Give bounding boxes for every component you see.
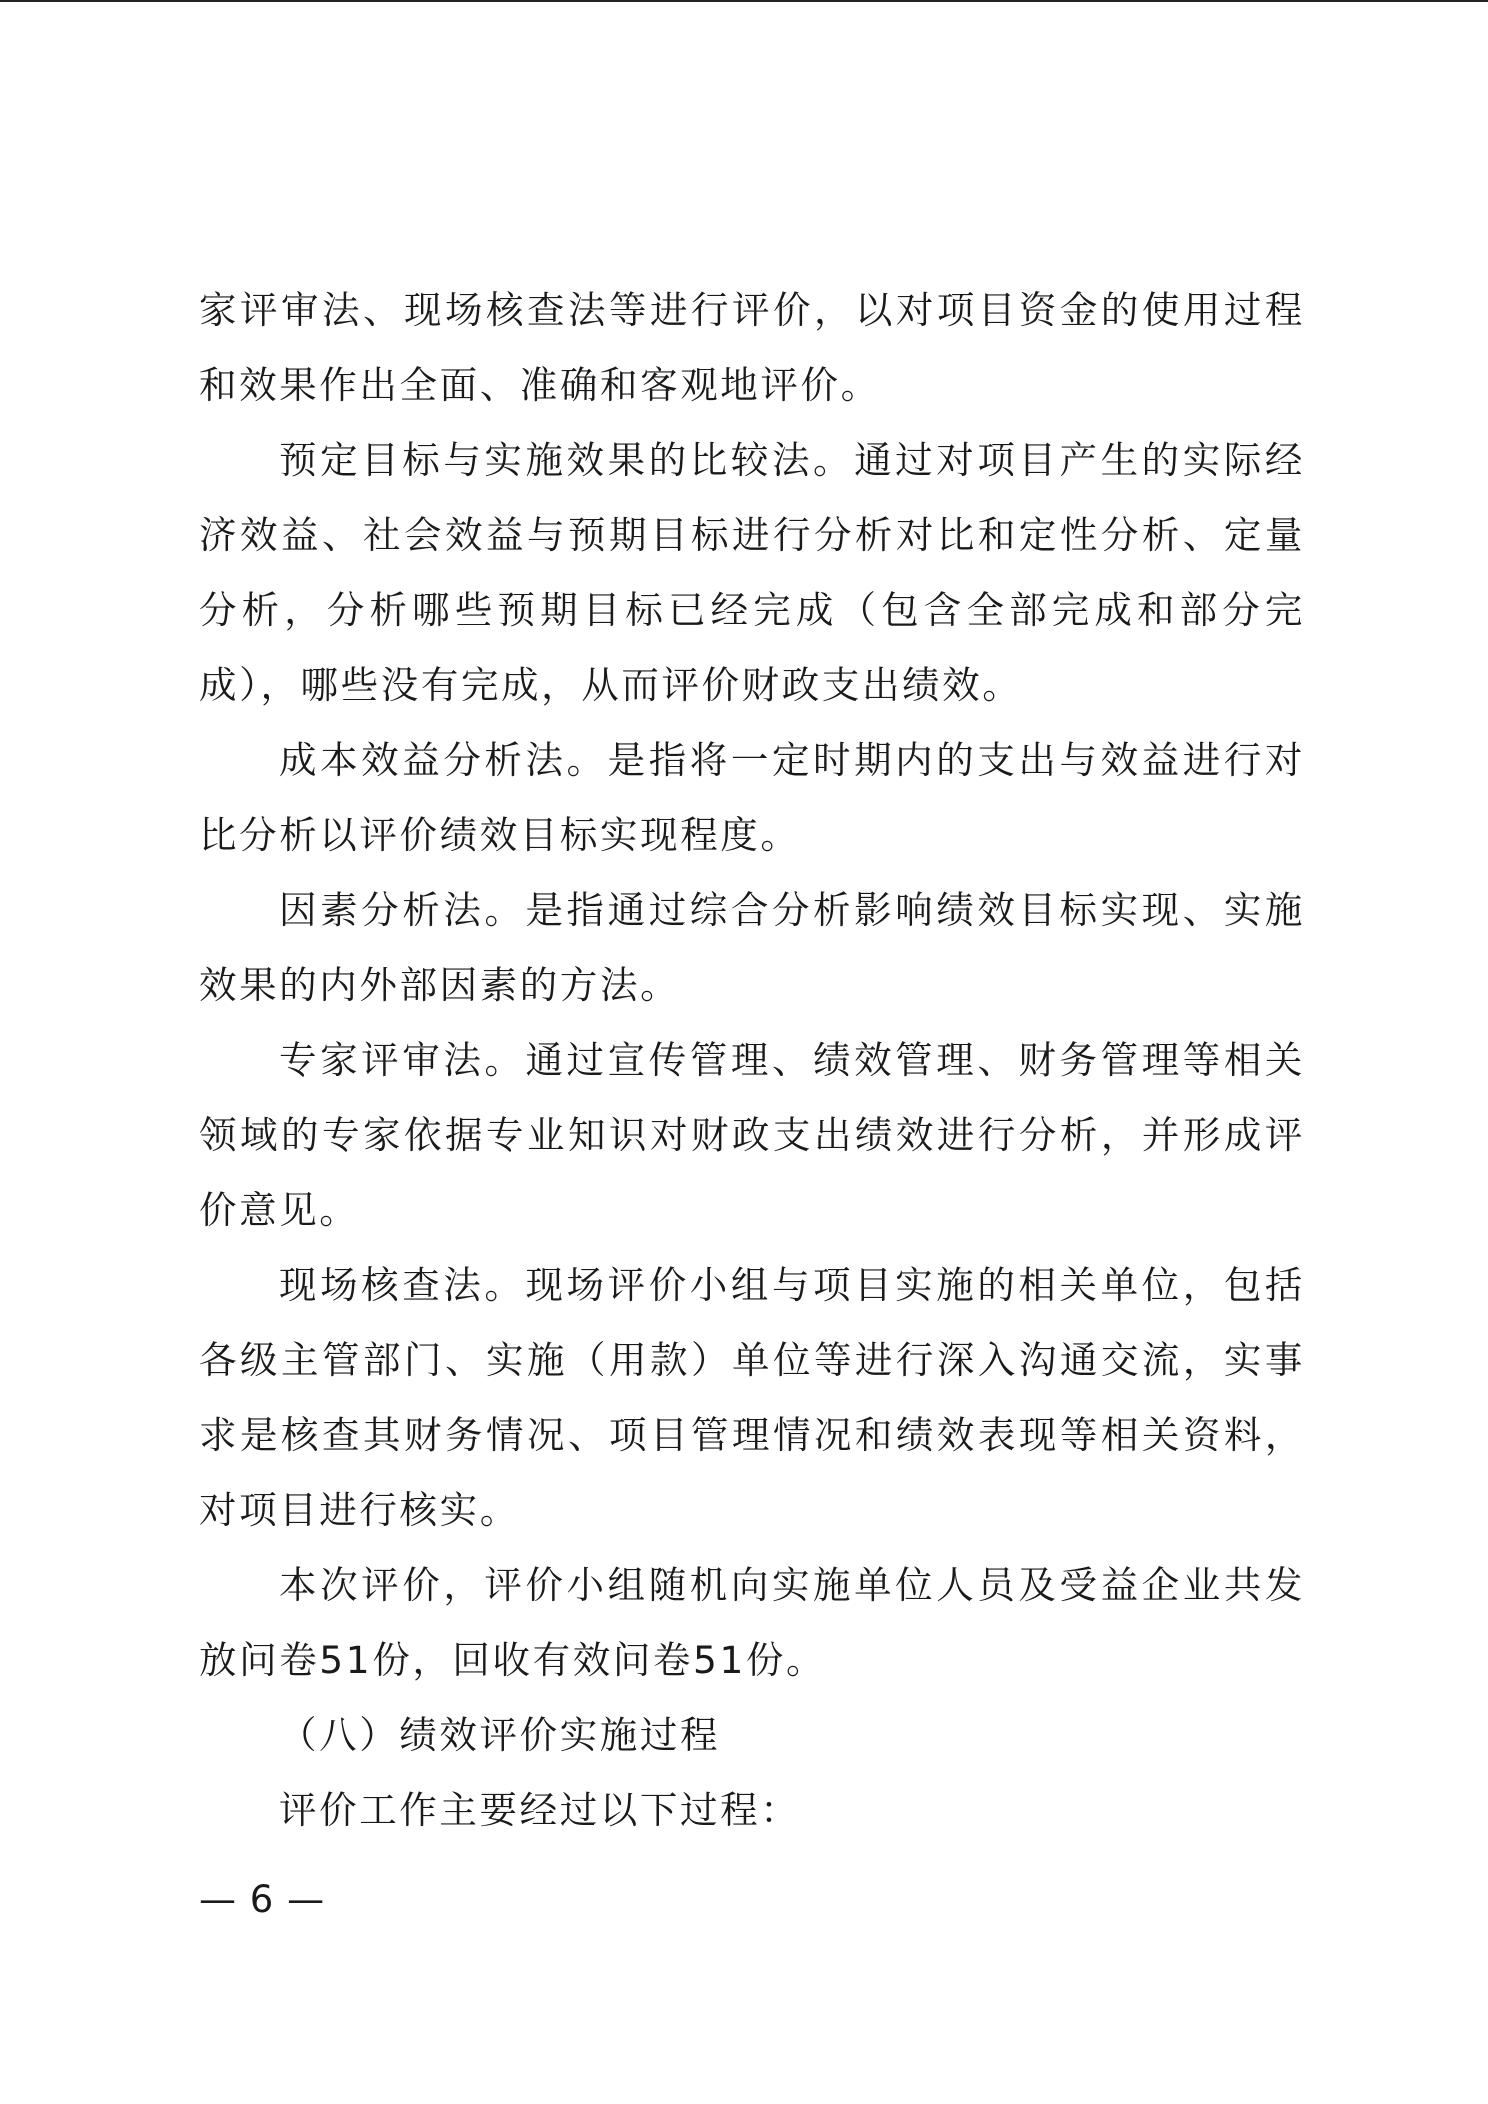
paragraph-methods-overview: 家评审法、现场核查法等进行评价，以对项目资金的使用过程和效果作出全面、准确和客观地评价。: [199, 288, 1305, 407]
page-number: — 6 —: [199, 1878, 326, 1921]
paragraph-survey: 本次评价，评价小组随机向实施单位人员及受益企业共发放问卷51份，回收有效问卷51份。: [199, 1563, 1305, 1682]
page-top-border: [0, 0, 1488, 2]
document-body: [199, 273, 1305, 1848]
paragraph-cost-benefit: 成本效益分析法。是指将一定时期内的支出与效益进行对比分析以评价绩效目标实现程度。: [199, 738, 1305, 857]
paragraph-expert-review: 专家评审法。通过宣传管理、绩效管理、财务管理等相关领域的专家依据专业知识对财政支出绩效进行分析，并形成评价意见。: [199, 1038, 1305, 1232]
paragraph-factor-analysis: 因素分析法。是指通过综合分析影响绩效目标实现、实施效果的内外部因素的方法。: [199, 888, 1305, 1007]
paragraph-process-intro: 评价工作主要经过以下过程：: [279, 1788, 801, 1832]
section-heading: （八）绩效评价实施过程: [279, 1713, 721, 1757]
paragraph-goal-comparison: 预定目标与实施效果的比较法。通过对项目产生的实际经济效益、社会效益与预期目标进行分析对比和定性分析、定量分析，分析哪些预期目标已经完成（包含全部完成和部分完成），哪些没有完成，从而评价财政支出绩效。: [199, 438, 1305, 707]
paragraph-onsite-check: 现场核查法。现场评价小组与项目实施的相关单位，包括各级主管部门、实施（用款）单位等进行深入沟通交流，实事求是核查其财务情况、项目管理情况和绩效表现等相关资料，对项目进行核实。: [199, 1263, 1305, 1532]
